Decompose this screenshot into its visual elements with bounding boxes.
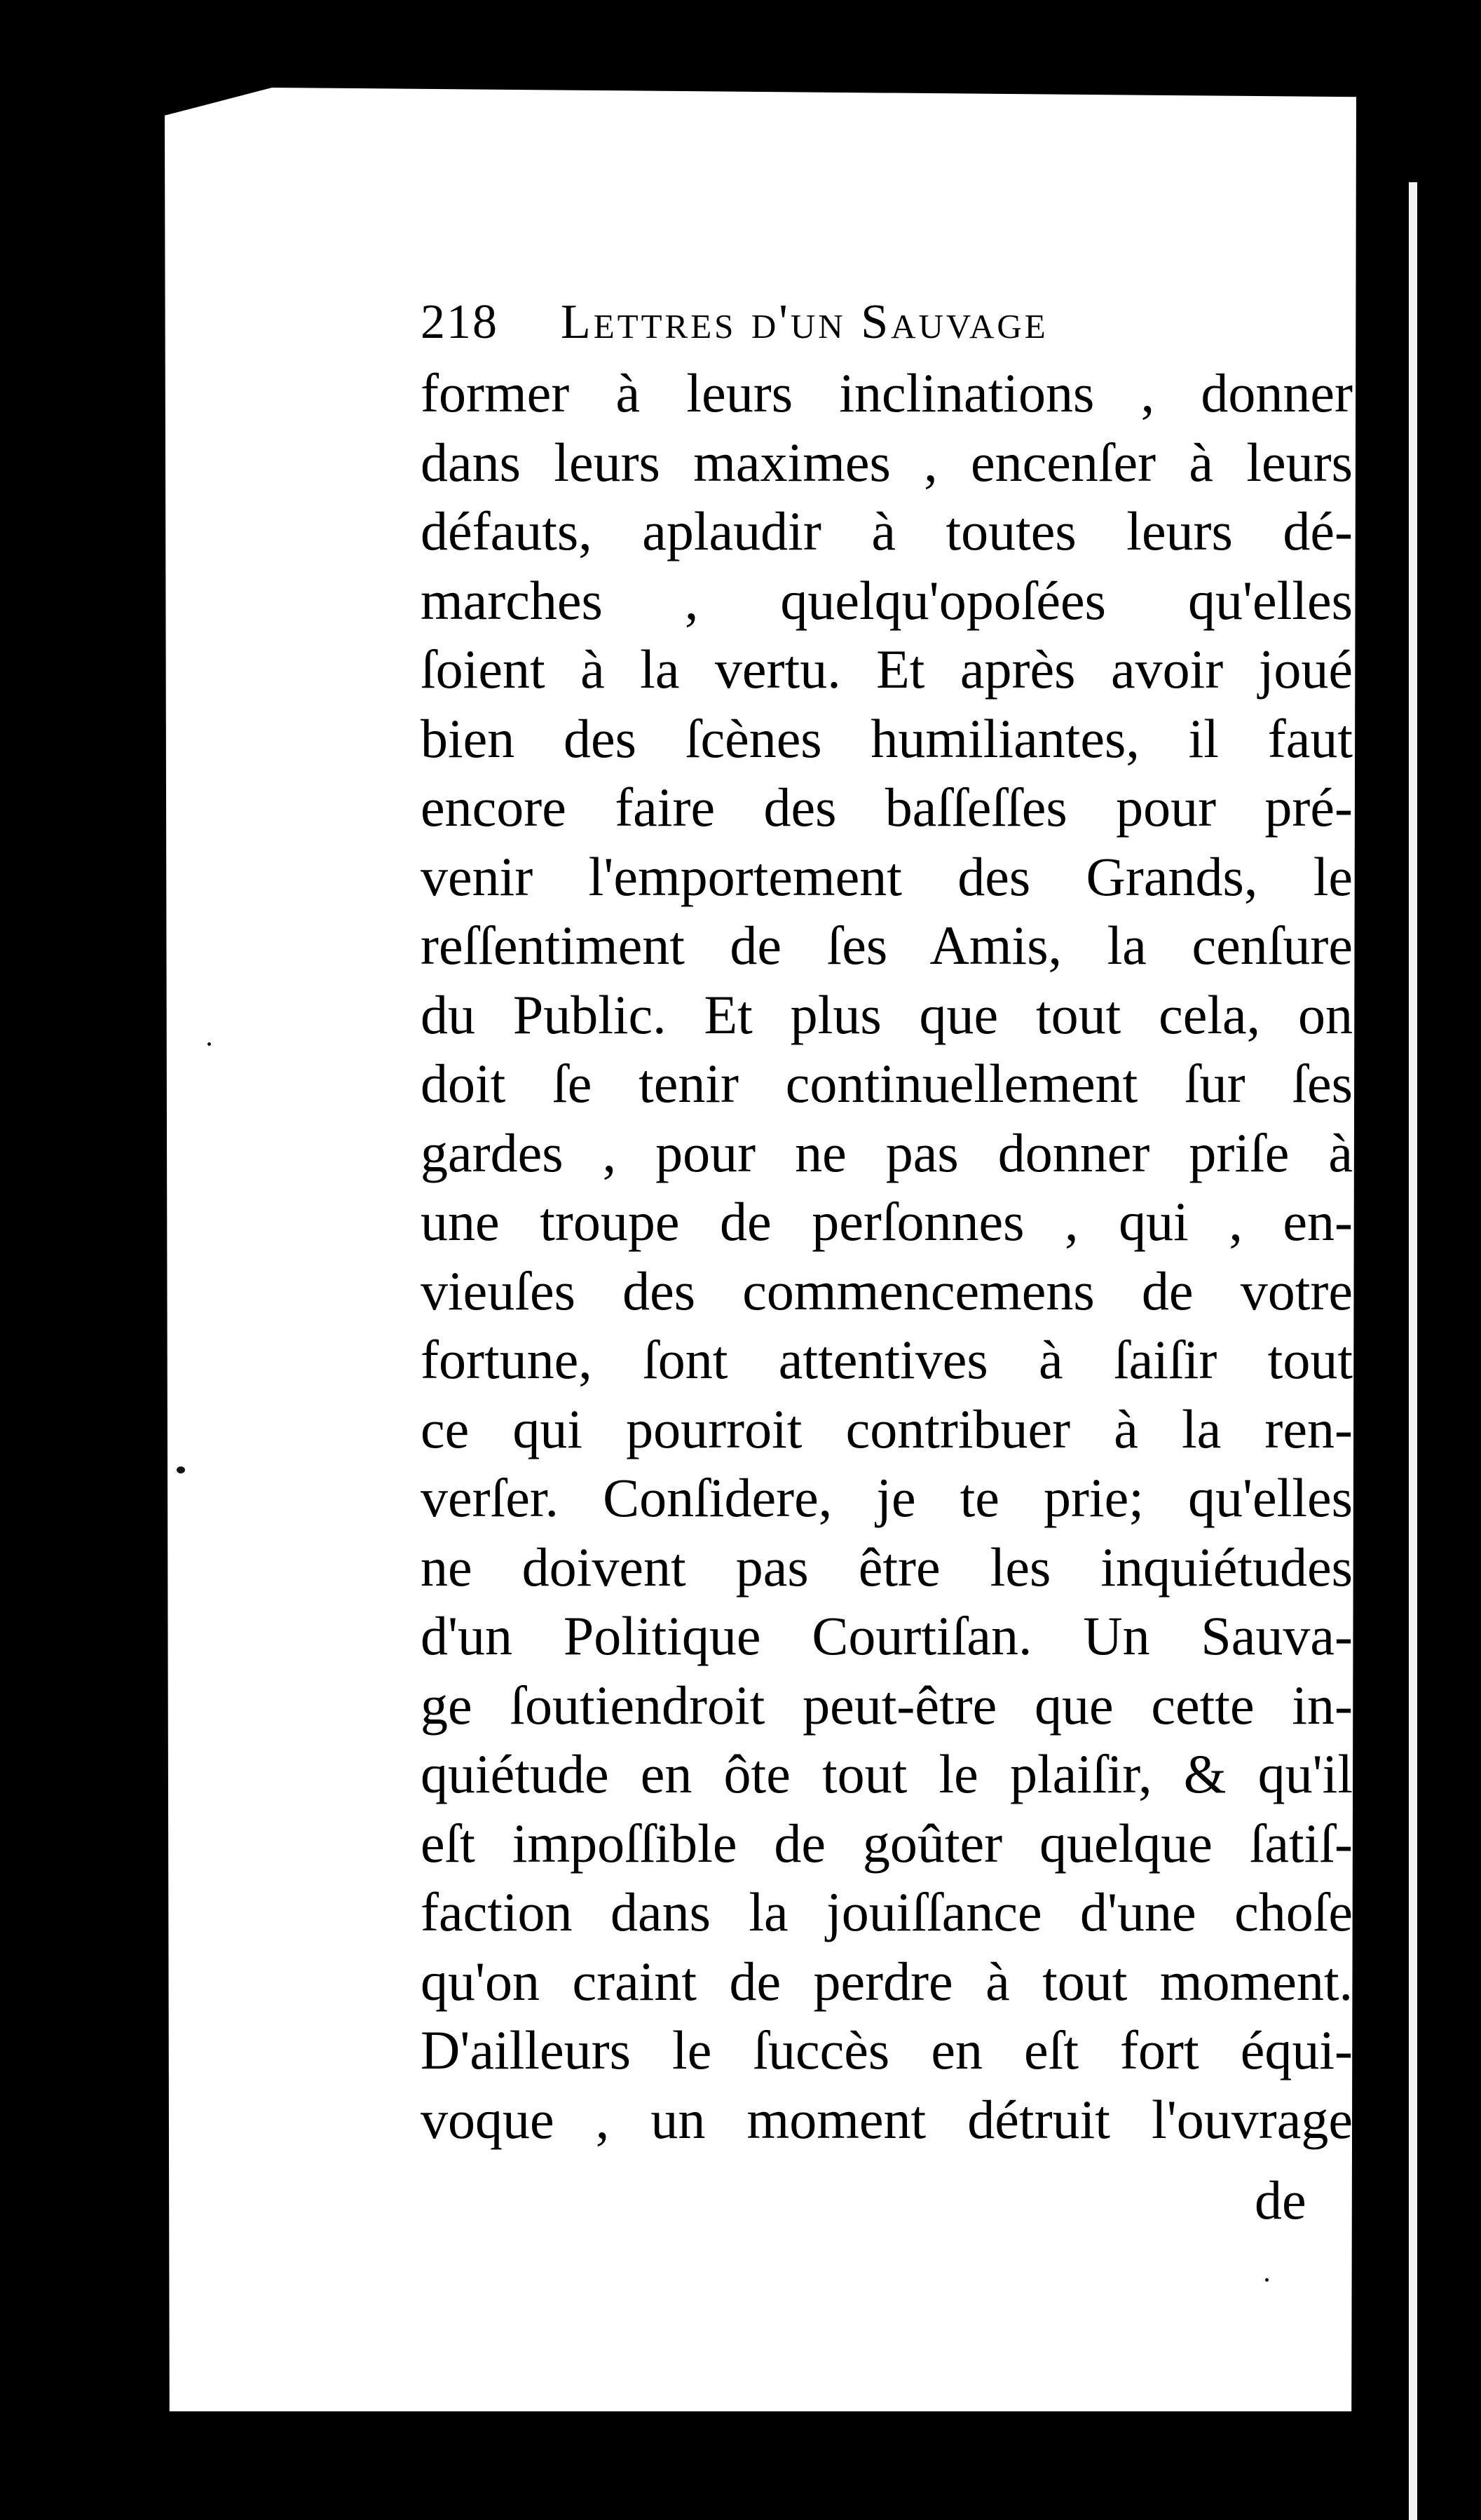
text-line: eſt impoſſible de goûter quelque ſatiſ- [421, 1812, 1353, 1874]
ink-speck [1265, 2278, 1269, 2282]
text-line: dans leurs maximes , encenſer à leurs [421, 431, 1353, 493]
text-line: ge ſoutiendroit peut-être que cette in- [421, 1674, 1353, 1736]
text-line: du Public. Et plus que tout cela, on [421, 983, 1353, 1045]
text-line: doit ſe tenir continuellement ſur ſes [421, 1053, 1353, 1114]
text-line: marches , quelqu'opoſées qu'elles [421, 569, 1353, 631]
running-head [421, 294, 1346, 350]
page-number: 218 [421, 295, 498, 349]
text-line: venir l'emportement des Grands, le [421, 845, 1353, 907]
running-title: Lettres d'un Sauvage [561, 295, 1049, 349]
text-line: quiétude en ôte tout le plaiſir, & qu'il [421, 1743, 1353, 1804]
text-line: ne doivent pas être les inquiétudes [421, 1536, 1353, 1598]
text-line: former à leurs inclinations , donner [421, 362, 1353, 423]
ink-speck [177, 1466, 185, 1473]
text-line: voque , un moment détruit l'ouvrage [421, 2088, 1353, 2150]
text-line: d'un Politique Courtiſan. Un Sauva- [421, 1605, 1353, 1666]
text-line: faction dans la jouiſſance d'une choſe [421, 1881, 1353, 1942]
text-line: bien des ſcènes humiliantes, il faut [421, 707, 1353, 769]
text-line: ce qui pourroit contribuer à la ren- [421, 1398, 1353, 1459]
text-line: encore faire des baſſeſſes pour pré- [421, 777, 1353, 838]
ink-speck [207, 1042, 211, 1046]
text-line: défauts, aplaudir à toutes leurs dé- [421, 500, 1353, 561]
page-edge [1409, 182, 1417, 2520]
text-line: gardes , pour ne pas donner priſe à [421, 1122, 1353, 1183]
text-line: une troupe de perſonnes , qui , en- [421, 1191, 1353, 1252]
catchword: de [1255, 2170, 1306, 2230]
text-line: qu'on craint de perdre à tout moment. [421, 1950, 1353, 2012]
text-line: ſoient à la vertu. Et après avoir joué [421, 639, 1353, 700]
text-line: D'ailleurs le ſuccès en eſt fort équi- [421, 2020, 1353, 2080]
text-line: fortune, ſont attentives à ſaiſir tout [421, 1329, 1353, 1390]
text-line: vieuſes des commencemens de votre [421, 1260, 1353, 1321]
text-line: verſer. Conſidere, je te prie; qu'elles [421, 1467, 1353, 1528]
text-line: reſſentiment de ſes Amis, la cenſure [421, 915, 1353, 976]
body-text [421, 359, 1353, 2154]
